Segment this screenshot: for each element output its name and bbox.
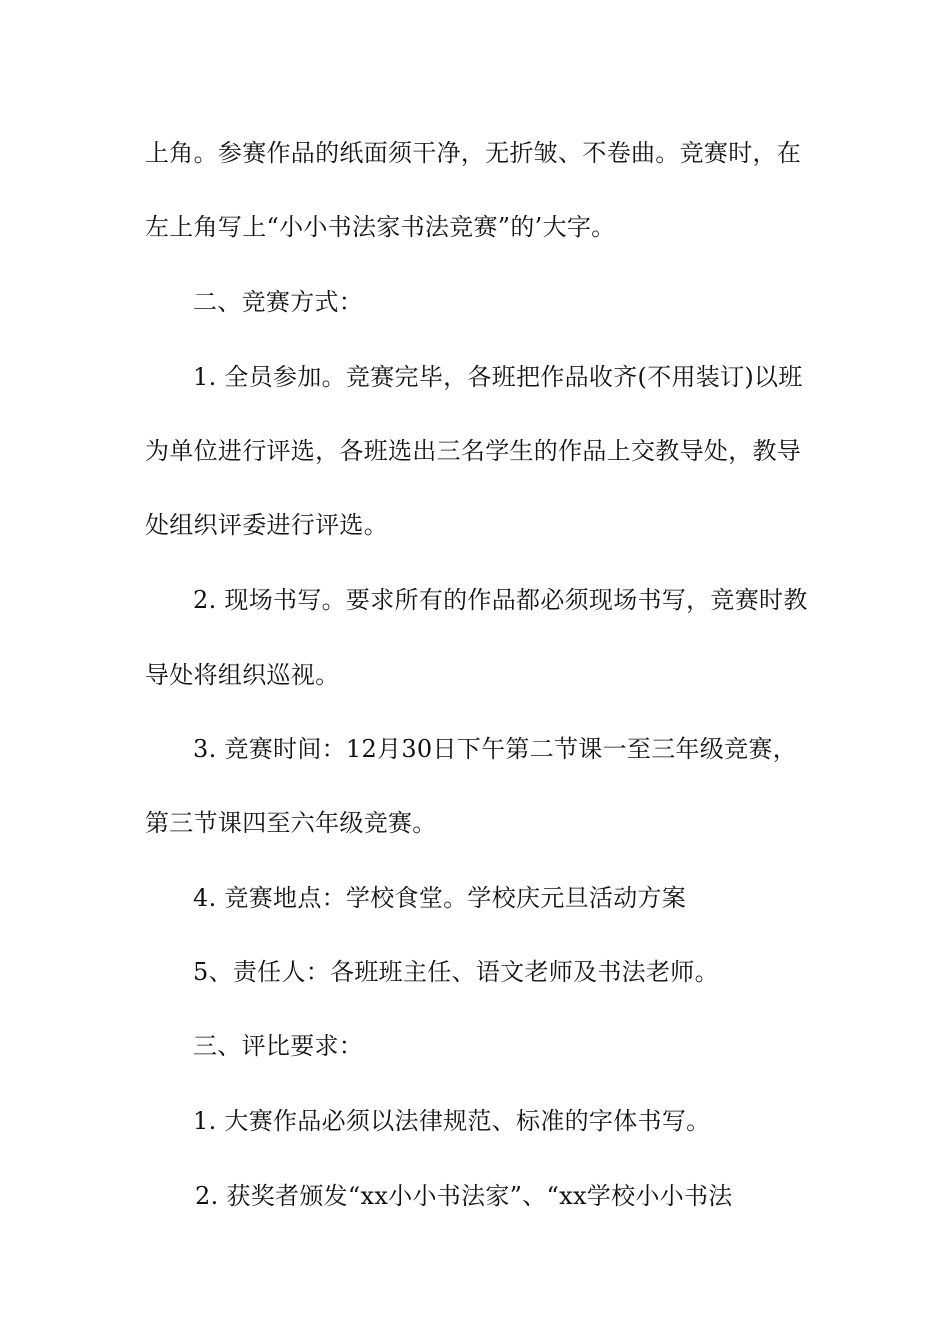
- paragraph-line-1: 上角。参赛作品的纸面须干净，无折皱、不卷曲。竞赛时，在: [145, 139, 802, 167]
- item-2-line-2: 导处将组织巡视。: [145, 661, 340, 689]
- requirement-1-line: 1. 大赛作品必须以法律规范、标准的字体书写。: [193, 1107, 711, 1135]
- item-4-line: 4. 竞赛地点：学校食堂。学校庆元旦活动方案: [193, 884, 687, 912]
- item-1-line-3: 处组织评委进行评选。: [145, 511, 388, 539]
- paragraph-line-2: 左上角写上“小小书法家书法竞赛”的’大字。: [145, 213, 616, 241]
- item-1-line-2: 为单位进行评选，各班选出三名学生的作品上交教导处，教导: [145, 437, 802, 465]
- item-2-line-1: 2. 现场书写。要求所有的作品都必须现场书写，竞赛时教: [193, 586, 808, 614]
- requirement-2-line: 2. 获奖者颁发“xx小小书法家”、“xx学校小小书法: [195, 1182, 733, 1210]
- item-3-line-1: 3. 竞赛时间：12月30日下午第二节课一至三年级竞赛，: [193, 735, 798, 763]
- section-heading-competition-method: 二、竞赛方式：: [193, 288, 364, 316]
- item-5-line: 5、责任人：各班班主任、语文老师及书法老师。: [193, 958, 719, 986]
- item-3-line-2: 第三节课四至六年级竞赛。: [145, 809, 437, 837]
- section-heading-evaluation-requirements: 三、评比要求：: [193, 1032, 364, 1060]
- item-1-line-1: 1. 全员参加。竞赛完毕，各班把作品收齐(不用装订)以班: [193, 363, 803, 391]
